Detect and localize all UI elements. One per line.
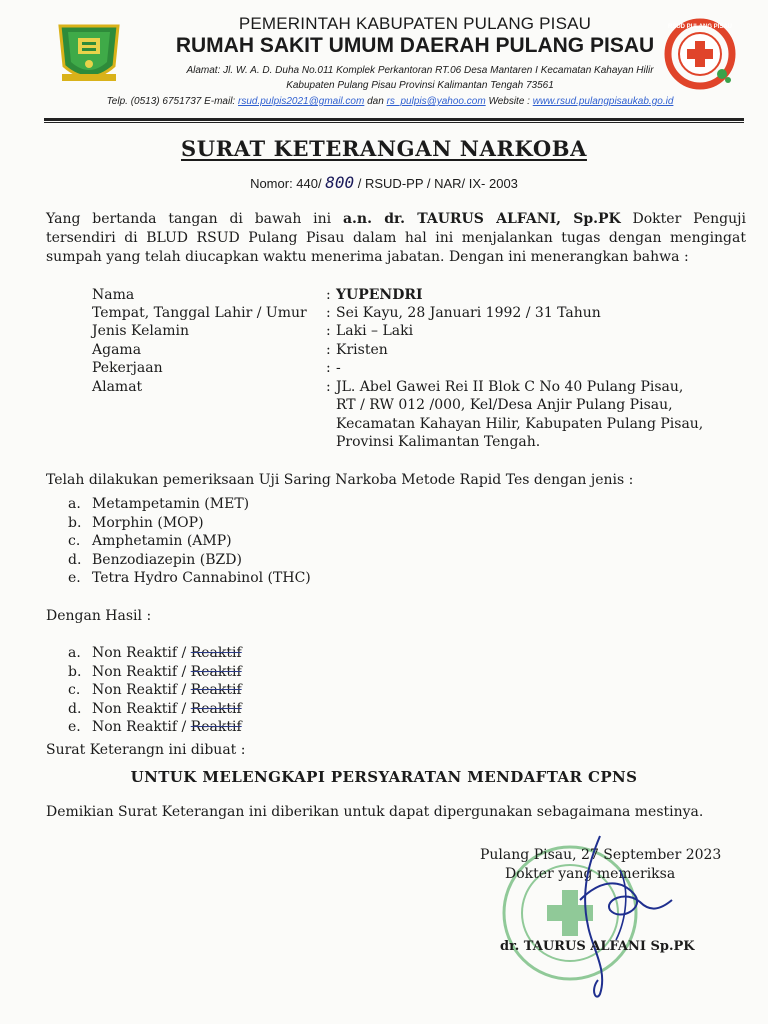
- letterhead-divider-thick: [44, 118, 744, 121]
- and-text: dan: [367, 96, 384, 107]
- hospital-logo-icon: [664, 18, 736, 90]
- website-link[interactable]: www.rsud.pulangpisaukab.go.id: [532, 96, 674, 107]
- result-letter: e.: [68, 719, 81, 735]
- result-item: [68, 718, 242, 737]
- identity-value: YUPENDRI: [336, 287, 423, 303]
- number-prefix: Nomor: 440/: [250, 176, 322, 191]
- closing-statement: Demikian Surat Keterangan ini diberikan untuk dapat dipergunakan sebagaimana mestinya.: [46, 804, 704, 820]
- identity-value: Laki – Laki: [336, 323, 414, 339]
- hospital-name: RUMAH SAKIT UMUM DAERAH PULANG PISAU: [175, 34, 655, 57]
- result-intro: Dengan Hasil :: [46, 608, 152, 624]
- email-link-2[interactable]: rs_pulpis@yahoo.com: [386, 96, 486, 107]
- result-letter: d.: [68, 701, 82, 717]
- identity-value: -: [336, 360, 341, 376]
- address-line-2: Kabupaten Pulang Pisau Provinsi Kalimantan Tengah 73561: [286, 80, 554, 91]
- exam-intro: Telah dilakukan pemeriksaan Uji Saring Narkoba Metode Rapid Tes dengan jenis :: [46, 472, 634, 488]
- test-letter: e.: [68, 570, 81, 586]
- result-item: [68, 681, 242, 700]
- test-letter: a.: [68, 496, 81, 512]
- hospital-address: [140, 63, 700, 93]
- result-item: [68, 644, 242, 663]
- address-continued-2: Kecamatan Kahayan Hilir, Kabupaten Pulang Pisau,: [336, 416, 704, 432]
- number-suffix: / RSUD-PP / NAR/ IX- 2003: [357, 176, 518, 191]
- letter-page: PEMERINTAH KABUPATEN PULANG PISAU RUMAH SAKIT UMUM DAERAH PULANG PISAU Alamat: Jl. W. A. D. Duha No.011 Komplek Perkantoran RT.06 Desa Mantaren I Kecamatan Kahayan Hilir Kabupaten Pulang Pisau Provinsi Kalimantan Tengah 73561 Telp. (0513) 6751737 E-mail: rsud.pulpis2021@gmail.com dan rs_pulpis@yahoo.com Website : www.rsud.pulangpisaukab.go.id RSUD PULANG PISAU SURAT KETERANGAN NARKOBA Nomor: 440/ 800 / RSUD-PP / NAR/ IX- 2003 Yang bertanda tangan di bawah ini a.n. dr. TAURUS ALFANI, Sp.PK Dokter Penguji tersendiri di BLUD RSUD Pulang Pisau dalam hal ini menjalankan tugas dengan mengingat sumpah yang telah diucapkan waktu menerima jabatan. Dengan ini menerangkan bahwa : Nama : YUPENDRI Tempat, Tanggal Lahir / Umur : Sei Kayu, 28 Januari 1992 / 31 Tahun Jenis Kelamin : Laki – Laki Agama : Kristen Pekerjaan : - Alamat : JL. Abel Gawei Rei II Blok C No 40 Pulang Pisau, RT / RW 012 /000, Kel/Desa Anjir Pulang Pisau, Kecamatan Kahayan Hilir, Kabupaten Pulang Pisau, Provinsi Kalimantan Tengah. Telah dilakukan pemeriksaan Uji Saring Narkoba Metode Rapid Tes dengan jenis : a. Metampetamin (MET) b. Morphin (MOP) c. Amphetamin (AMP) d. Benzodiazepin (BZD) e. Tetra Hydro Cannabinol (THC) Dengan Hasil : a. Non Reaktif / Reaktif b. Non Reaktif / Reaktif c. Non Reaktif / Reaktif d. Non Reaktif / Reaktif e. Non Reaktif / Reaktif Surat Keterangn ini dibuat : UNTUK MELENGKAPI PERSYARATAN MENDAFTAR CPNS Demikian Surat Keterangan ini diberikan untuk dapat dipergunakan sebagaimana mestinya. Pulang Pisau, 27 September 2023 Dokter yang memeriksa dr. TAURUS ALFANI Sp.PK: [0, 0, 768, 1024]
- letterhead: [80, 14, 700, 107]
- number-handwritten: 800: [325, 173, 355, 192]
- identity-label: Alamat: [92, 379, 143, 395]
- government-name: PEMERINTAH KABUPATEN PULANG PISAU: [238, 14, 592, 33]
- signer-name: dr. TAURUS ALFANI Sp.PK: [500, 939, 695, 954]
- place-date: Pulang Pisau, 27 September 2023: [480, 847, 722, 863]
- address-continued-1: RT / RW 012 /000, Kel/Desa Anjir Pulang Pisau,: [336, 397, 673, 413]
- letterhead-divider-thin: [44, 122, 744, 123]
- result-text: Non Reaktif /: [92, 664, 187, 680]
- identity-label: Nama: [92, 287, 135, 303]
- website-label: Website :: [488, 96, 530, 107]
- test-letter: c.: [68, 533, 81, 549]
- test-name: Amphetamin (AMP): [92, 533, 232, 549]
- document-number: [0, 173, 768, 192]
- result-struck: Reaktif: [190, 645, 242, 661]
- result-struck: Reaktif: [190, 701, 242, 717]
- identity-label: Jenis Kelamin: [92, 323, 189, 339]
- result-text: Non Reaktif /: [92, 701, 187, 717]
- intro-line-2: tersendiri di BLUD RSUD Pulang Pisau dalam hal ini menjalankan tugas dengan mengingat: [46, 230, 746, 246]
- result-struck: Reaktif: [190, 682, 242, 698]
- result-text: Non Reaktif /: [92, 719, 187, 735]
- result-letter: b.: [68, 664, 82, 680]
- document-title: [0, 136, 768, 161]
- result-item: [68, 663, 242, 682]
- identity-label: Tempat, Tanggal Lahir / Umur: [92, 305, 307, 321]
- address-line-1: Alamat: Jl. W. A. D. Duha No.011 Komplek Perkantoran RT.06 Desa Mantaren I Kecamatan Kahayan Hilir: [186, 65, 654, 76]
- signer-role: Dokter yang memeriksa: [505, 866, 676, 882]
- result-struck: Reaktif: [190, 719, 242, 735]
- address-continued-3: Provinsi Kalimantan Tengah.: [336, 434, 541, 450]
- test-letter: d.: [68, 552, 82, 568]
- handwritten-signature-icon: [560, 830, 680, 1000]
- phone-email-label: Telp. (0513) 6751737 E-mail:: [106, 96, 236, 107]
- doctor-name-bold: a.n. dr. TAURUS ALFANI, Sp.PK: [342, 211, 621, 227]
- purpose-statement: UNTUK MELENGKAPI PERSYARATAN MENDAFTAR CPNS: [130, 768, 638, 786]
- result-text: Non Reaktif /: [92, 682, 187, 698]
- identity-value: Kristen: [336, 342, 388, 358]
- result-letter: a.: [68, 645, 81, 661]
- result-letter: c.: [68, 682, 81, 698]
- intro-end: Dokter Penguji: [632, 211, 746, 227]
- purpose-intro: Surat Keterangn ini dibuat :: [46, 742, 246, 758]
- intro-line-3: sumpah yang telah diucapkan waktu menerima jabatan. Dengan ini menerangkan bahwa :: [46, 249, 689, 265]
- test-item: [68, 569, 311, 588]
- test-item: [68, 495, 249, 514]
- test-item: [68, 514, 204, 533]
- identity-value: JL. Abel Gawei Rei II Blok C No 40 Pulang Pisau,: [336, 379, 684, 395]
- hospital-logo-text: RSUD PULANG PISAU: [667, 24, 733, 30]
- result-struck: Reaktif: [190, 664, 242, 680]
- test-letter: b.: [68, 515, 82, 531]
- intro-line-1: [46, 210, 746, 229]
- test-name: Tetra Hydro Cannabinol (THC): [92, 570, 311, 586]
- identity-value: Sei Kayu, 28 Januari 1992 / 31 Tahun: [336, 305, 601, 321]
- test-item: [68, 551, 242, 570]
- identity-label: Agama: [92, 342, 142, 358]
- contact-line: [80, 96, 700, 107]
- test-name: Benzodiazepin (BZD): [92, 552, 242, 568]
- identity-label: Pekerjaan: [92, 360, 163, 376]
- email-link-1[interactable]: rsud.pulpis2021@gmail.com: [238, 96, 365, 107]
- test-name: Morphin (MOP): [92, 515, 204, 531]
- result-text: Non Reaktif /: [92, 645, 187, 661]
- test-item: [68, 532, 232, 551]
- intro-start: Yang bertanda tangan di bawah ini: [46, 211, 332, 227]
- test-name: Metampetamin (MET): [92, 496, 250, 512]
- result-item: [68, 700, 242, 719]
- document-title-text: SURAT KETERANGAN NARKOBA: [181, 136, 587, 161]
